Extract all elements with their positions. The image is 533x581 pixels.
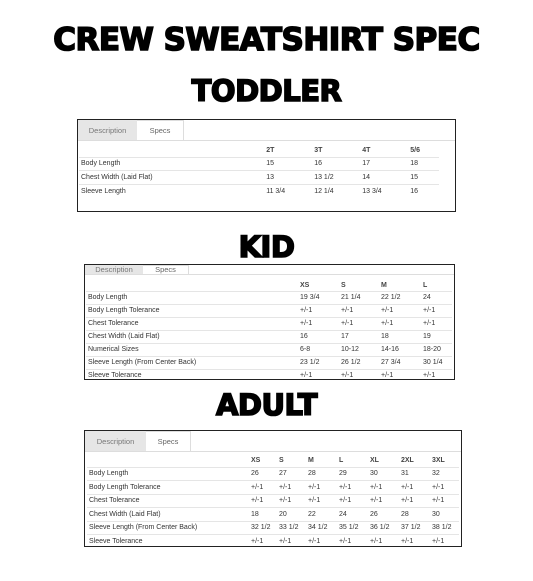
size-header: 4T	[362, 146, 371, 154]
cell: +/-1	[370, 481, 401, 495]
cell: +/-1	[300, 369, 341, 381]
cell: 22 1/2	[381, 291, 423, 304]
size-header: L	[339, 457, 344, 465]
cell: +/-1	[370, 535, 401, 549]
cell: +/-1	[341, 317, 381, 330]
cell: +/-1	[308, 494, 339, 508]
toddler-spec-panel	[77, 119, 456, 212]
tab-description[interactable]: Description	[85, 265, 143, 274]
size-header: S	[279, 457, 284, 465]
cell: 27 3/4	[381, 356, 423, 369]
size-header: XS	[300, 281, 310, 289]
row-label: Chest Width (Laid Flat)	[86, 330, 300, 343]
table-row	[87, 481, 459, 495]
table-row	[86, 291, 452, 304]
size-header: XS	[251, 457, 261, 465]
size-header: 5/6	[410, 146, 420, 154]
cell: 13 1/2	[314, 171, 362, 185]
toddler-spec-table	[79, 144, 439, 198]
cell: +/-1	[423, 304, 452, 317]
cell: +/-1	[401, 494, 432, 508]
row-label: Body Length Tolerance	[87, 481, 251, 495]
adult-tabs	[85, 431, 191, 451]
size-header: 3XL	[432, 457, 445, 465]
adult-spec-panel	[84, 430, 462, 547]
cell: 32	[432, 467, 459, 481]
cell: 18	[381, 330, 423, 343]
size-header: 2T	[266, 146, 275, 154]
cell: +/-1	[279, 535, 308, 549]
size-header: M	[381, 281, 387, 289]
cell: +/-1	[401, 535, 432, 549]
cell: 33 1/2	[279, 521, 308, 535]
cell: 20	[279, 508, 308, 522]
cell: 32 1/2	[251, 521, 279, 535]
cell: 37 1/2	[401, 521, 432, 535]
cell: 22	[308, 508, 339, 522]
cell: 11 3/4	[266, 184, 314, 198]
row-label: Sleeve Length	[79, 184, 266, 198]
cell: 24	[423, 291, 452, 304]
toddler-heading: TODDLER	[191, 74, 342, 108]
toddler-tabs	[78, 120, 184, 140]
tab-description[interactable]: Description	[78, 120, 137, 140]
cell: 27	[279, 467, 308, 481]
cell: 30	[370, 467, 401, 481]
table-row	[86, 369, 452, 381]
table-row	[79, 171, 439, 185]
size-header: M	[308, 457, 314, 465]
header-row	[79, 144, 439, 157]
kid-heading: KID	[238, 230, 295, 264]
cell: 38 1/2	[432, 521, 459, 535]
cell: 24	[339, 508, 370, 522]
cell: 17	[341, 330, 381, 343]
tab-specs[interactable]: Specs	[143, 265, 189, 274]
table-row	[86, 304, 452, 317]
cell: +/-1	[251, 494, 279, 508]
table-row	[79, 157, 439, 171]
table-row	[86, 356, 452, 369]
cell: 17	[362, 157, 410, 171]
cell: +/-1	[279, 494, 308, 508]
cell: +/-1	[370, 494, 401, 508]
cell: 30	[432, 508, 459, 522]
cell: 19 3/4	[300, 291, 341, 304]
cell: 28	[308, 467, 339, 481]
cell: +/-1	[339, 481, 370, 495]
row-label: Chest Tolerance	[87, 494, 251, 508]
tab-specs[interactable]: Specs	[146, 431, 191, 451]
cell: 16	[410, 184, 439, 198]
row-label: Sleeve Length (From Center Back)	[87, 521, 251, 535]
row-label: Chest Width (Laid Flat)	[87, 508, 251, 522]
cell: 30 1/4	[423, 356, 452, 369]
size-header: 3T	[314, 146, 323, 154]
size-header: 2XL	[401, 457, 414, 465]
cell: 34 1/2	[308, 521, 339, 535]
cell: 10-12	[341, 343, 381, 356]
tab-specs[interactable]: Specs	[137, 120, 184, 140]
cell: +/-1	[251, 535, 279, 549]
table-row	[87, 535, 459, 549]
adult-heading: ADULT	[215, 388, 318, 422]
cell: 15	[410, 171, 439, 185]
cell: 16	[300, 330, 341, 343]
cell: +/-1	[308, 481, 339, 495]
size-header: L	[423, 281, 428, 289]
cell: 13 3/4	[362, 184, 410, 198]
table-row	[86, 330, 452, 343]
row-label: Body Length	[79, 157, 266, 171]
header-row	[87, 455, 459, 467]
cell: +/-1	[423, 369, 452, 381]
cell: 16	[314, 157, 362, 171]
cell: +/-1	[381, 369, 423, 381]
cell: +/-1	[339, 494, 370, 508]
row-label: Sleeve Length (From Center Back)	[86, 356, 300, 369]
table-row	[87, 508, 459, 522]
cell: +/-1	[300, 317, 341, 330]
cell: 36 1/2	[370, 521, 401, 535]
row-label: Body Length	[87, 467, 251, 481]
cell: +/-1	[432, 481, 459, 495]
row-label: Chest Width (Laid Flat)	[79, 171, 266, 185]
cell: +/-1	[381, 317, 423, 330]
cell: +/-1	[341, 369, 381, 381]
page-title: CREW SWEATSHIRT SPEC	[53, 22, 480, 58]
cell: +/-1	[308, 535, 339, 549]
header-row	[86, 280, 452, 291]
cell: +/-1	[381, 304, 423, 317]
tab-description[interactable]: Description	[85, 431, 146, 451]
cell: 14-16	[381, 343, 423, 356]
cell: 18	[251, 508, 279, 522]
cell: 26	[251, 467, 279, 481]
adult-spec-table	[87, 455, 459, 548]
cell: 15	[266, 157, 314, 171]
table-row	[87, 521, 459, 535]
row-label: Body Length	[86, 291, 300, 304]
cell: 31	[401, 467, 432, 481]
cell: +/-1	[341, 304, 381, 317]
cell: 6-8	[300, 343, 341, 356]
table-row	[86, 317, 452, 330]
cell: +/-1	[339, 535, 370, 549]
cell: 12 1/4	[314, 184, 362, 198]
cell: 26 1/2	[341, 356, 381, 369]
table-row	[87, 494, 459, 508]
cell: +/-1	[432, 494, 459, 508]
cell: +/-1	[300, 304, 341, 317]
cell: +/-1	[251, 481, 279, 495]
size-header: S	[341, 281, 346, 289]
row-label: Sleeve Tolerance	[87, 535, 251, 549]
kid-spec-table	[86, 280, 452, 381]
row-label: Numerical Sizes	[86, 343, 300, 356]
cell: 14	[362, 171, 410, 185]
cell: 26	[370, 508, 401, 522]
cell: 21 1/4	[341, 291, 381, 304]
kid-spec-panel	[84, 264, 455, 380]
cell: 19	[423, 330, 452, 343]
cell: 35 1/2	[339, 521, 370, 535]
table-row	[79, 184, 439, 198]
cell: +/-1	[401, 481, 432, 495]
row-label: Sleeve Tolerance	[86, 369, 300, 381]
cell: +/-1	[423, 317, 452, 330]
kid-tabs	[85, 265, 189, 274]
cell: 23 1/2	[300, 356, 341, 369]
cell: +/-1	[279, 481, 308, 495]
table-row	[86, 343, 452, 356]
row-label: Body Length Tolerance	[86, 304, 300, 317]
row-label: Chest Tolerance	[86, 317, 300, 330]
size-header: XL	[370, 457, 379, 465]
cell: 29	[339, 467, 370, 481]
cell: 18	[410, 157, 439, 171]
table-row	[87, 467, 459, 481]
cell: 13	[266, 171, 314, 185]
cell: 18-20	[423, 343, 452, 356]
cell: +/-1	[432, 535, 459, 549]
cell: 28	[401, 508, 432, 522]
